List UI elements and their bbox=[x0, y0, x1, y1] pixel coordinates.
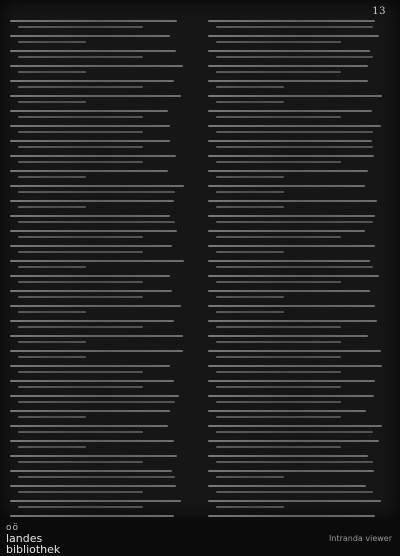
directory-entry bbox=[10, 348, 188, 360]
entry-text-line bbox=[18, 476, 175, 478]
directory-entry bbox=[10, 408, 188, 420]
viewer-brand: Intranda viewer bbox=[329, 534, 392, 543]
directory-entry bbox=[10, 78, 188, 90]
directory-entry bbox=[10, 33, 188, 45]
entry-text-line bbox=[18, 71, 86, 73]
directory-entry bbox=[10, 363, 188, 375]
entry-text-line bbox=[216, 56, 373, 58]
entry-text-line bbox=[18, 371, 143, 373]
entry-text-line bbox=[10, 425, 168, 427]
entry-text-line bbox=[10, 140, 170, 142]
entry-text-line bbox=[18, 41, 86, 43]
entry-text-line bbox=[208, 320, 377, 322]
entry-text-line bbox=[10, 110, 168, 112]
entry-text-line bbox=[216, 401, 341, 403]
directory-entry bbox=[10, 63, 188, 75]
entry-text-line bbox=[216, 116, 341, 118]
directory-entry bbox=[208, 273, 386, 285]
entry-text-line bbox=[10, 335, 183, 337]
directory-entry bbox=[10, 378, 188, 390]
entry-text-line bbox=[208, 245, 375, 247]
directory-entry bbox=[208, 498, 386, 510]
entry-text-line bbox=[216, 161, 341, 163]
entry-text-line bbox=[208, 95, 382, 97]
directory-entry bbox=[208, 378, 386, 390]
directory-entry bbox=[10, 468, 188, 480]
entry-text-line bbox=[216, 206, 284, 208]
entry-text-line bbox=[208, 65, 368, 67]
entry-text-line bbox=[10, 275, 170, 277]
entry-text-line bbox=[208, 290, 370, 292]
entry-text-line bbox=[208, 275, 379, 277]
directory-entry bbox=[208, 138, 386, 150]
entry-text-line bbox=[216, 476, 284, 478]
entry-text-line bbox=[10, 245, 172, 247]
entry-text-line bbox=[18, 236, 143, 238]
entry-text-line bbox=[10, 365, 170, 367]
entry-text-line bbox=[216, 41, 341, 43]
left-text-column bbox=[10, 18, 188, 513]
entry-text-line bbox=[10, 80, 174, 82]
entry-text-line bbox=[216, 296, 284, 298]
entry-text-line bbox=[10, 320, 174, 322]
entry-text-line bbox=[10, 155, 176, 157]
entry-text-line bbox=[216, 491, 373, 493]
directory-entry bbox=[208, 348, 386, 360]
entry-text-line bbox=[208, 110, 372, 112]
entry-text-line bbox=[18, 116, 143, 118]
entry-text-line bbox=[208, 470, 374, 472]
entry-text-line bbox=[208, 515, 375, 517]
entry-text-line bbox=[216, 341, 341, 343]
library-logo-mark: oö bbox=[6, 523, 20, 533]
entry-text-line bbox=[10, 35, 170, 37]
entry-text-line bbox=[216, 71, 341, 73]
entry-text-line bbox=[10, 470, 172, 472]
entry-text-line bbox=[10, 485, 176, 487]
directory-entry bbox=[10, 513, 188, 520]
entry-text-line bbox=[18, 356, 86, 358]
directory-entry bbox=[10, 423, 188, 435]
entry-text-line bbox=[10, 185, 184, 187]
entry-text-line bbox=[216, 26, 373, 28]
entry-text-line bbox=[216, 311, 284, 313]
entry-text-line bbox=[10, 410, 170, 412]
directory-entry bbox=[10, 168, 188, 180]
directory-entry bbox=[208, 198, 386, 210]
entry-text-line bbox=[10, 95, 181, 97]
entry-text-line bbox=[216, 386, 341, 388]
directory-entry bbox=[208, 228, 386, 240]
entry-text-line bbox=[10, 125, 170, 127]
directory-entry bbox=[10, 153, 188, 165]
directory-entry bbox=[10, 318, 188, 330]
entry-text-line bbox=[216, 131, 373, 133]
entry-text-line bbox=[208, 125, 381, 127]
entry-text-line bbox=[10, 260, 184, 262]
entry-text-line bbox=[18, 86, 143, 88]
entry-text-line bbox=[10, 65, 183, 67]
library-logo-word-2: bibliothek bbox=[6, 543, 61, 556]
entry-text-line bbox=[208, 215, 375, 217]
directory-entry bbox=[208, 243, 386, 255]
entry-text-line bbox=[18, 311, 86, 313]
entry-text-line bbox=[10, 380, 174, 382]
entry-text-line bbox=[216, 281, 341, 283]
directory-entry bbox=[208, 123, 386, 135]
entry-text-line bbox=[208, 395, 374, 397]
entry-text-line bbox=[216, 236, 341, 238]
directory-entry bbox=[208, 78, 386, 90]
directory-entry bbox=[10, 198, 188, 210]
entry-text-line bbox=[216, 416, 341, 418]
directory-entry bbox=[10, 243, 188, 255]
directory-entry bbox=[10, 228, 188, 240]
entry-text-line bbox=[216, 326, 341, 328]
entry-text-line bbox=[18, 251, 143, 253]
entry-text-line bbox=[216, 446, 341, 448]
entry-text-line bbox=[18, 431, 143, 433]
entry-text-line bbox=[216, 146, 373, 148]
directory-entry bbox=[208, 318, 386, 330]
directory-entry bbox=[10, 213, 188, 225]
entry-text-line bbox=[208, 485, 366, 487]
entry-text-line bbox=[10, 395, 179, 397]
entry-text-line bbox=[18, 101, 86, 103]
entry-text-line bbox=[18, 446, 86, 448]
entry-text-line bbox=[208, 305, 375, 307]
entry-text-line bbox=[10, 500, 181, 502]
entry-text-line bbox=[208, 260, 370, 262]
directory-entry bbox=[10, 138, 188, 150]
entry-text-line bbox=[208, 500, 381, 502]
directory-entry bbox=[208, 303, 386, 315]
entry-text-line bbox=[18, 491, 143, 493]
directory-entry bbox=[208, 393, 386, 405]
directory-entry bbox=[208, 423, 386, 435]
entry-text-line bbox=[10, 305, 181, 307]
entry-text-line bbox=[18, 341, 86, 343]
entry-text-line bbox=[208, 380, 375, 382]
entry-text-line bbox=[18, 191, 175, 193]
entry-text-line bbox=[208, 20, 375, 22]
directory-entry bbox=[208, 168, 386, 180]
directory-entry bbox=[208, 288, 386, 300]
entry-text-line bbox=[216, 356, 341, 358]
entry-text-line bbox=[10, 50, 176, 52]
entry-text-line bbox=[216, 176, 284, 178]
directory-entry bbox=[208, 63, 386, 75]
directory-entry bbox=[10, 258, 188, 270]
entry-text-line bbox=[10, 290, 172, 292]
entry-text-line bbox=[18, 56, 143, 58]
directory-entry bbox=[208, 183, 386, 195]
directory-entry bbox=[10, 288, 188, 300]
entry-text-line bbox=[10, 170, 168, 172]
directory-entry bbox=[208, 333, 386, 345]
entry-text-line bbox=[208, 230, 365, 232]
right-text-column bbox=[208, 18, 386, 513]
directory-entry bbox=[10, 333, 188, 345]
entry-text-line bbox=[208, 170, 368, 172]
directory-entry bbox=[208, 213, 386, 225]
entry-text-line bbox=[10, 20, 177, 22]
entry-text-line bbox=[216, 101, 284, 103]
entry-text-line bbox=[208, 155, 374, 157]
entry-text-line bbox=[18, 296, 143, 298]
page-number: 13 bbox=[372, 6, 386, 17]
entry-text-line bbox=[10, 350, 183, 352]
entry-text-line bbox=[216, 371, 341, 373]
entry-text-line bbox=[216, 506, 284, 508]
entry-text-line bbox=[18, 176, 86, 178]
directory-entry bbox=[10, 453, 188, 465]
entry-text-line bbox=[10, 230, 177, 232]
entry-text-line bbox=[10, 200, 174, 202]
directory-entry bbox=[10, 48, 188, 60]
entry-text-line bbox=[208, 185, 365, 187]
library-logo[interactable] bbox=[6, 523, 76, 555]
entry-text-line bbox=[208, 140, 372, 142]
entry-text-line bbox=[216, 431, 373, 433]
directory-entry bbox=[208, 513, 386, 520]
entry-text-line bbox=[18, 26, 143, 28]
entry-text-line bbox=[18, 131, 143, 133]
entry-text-line bbox=[216, 191, 284, 193]
entry-text-line bbox=[208, 410, 366, 412]
entry-text-line bbox=[208, 455, 368, 457]
entry-text-line bbox=[10, 515, 174, 517]
entry-text-line bbox=[216, 86, 284, 88]
directory-entry bbox=[10, 123, 188, 135]
directory-entry bbox=[208, 18, 386, 30]
directory-entry bbox=[10, 108, 188, 120]
directory-entry bbox=[208, 438, 386, 450]
entry-text-line bbox=[216, 266, 373, 268]
directory-entry bbox=[10, 93, 188, 105]
entry-text-line bbox=[18, 281, 143, 283]
directory-entry bbox=[10, 273, 188, 285]
entry-text-line bbox=[10, 455, 177, 457]
entry-text-line bbox=[208, 335, 368, 337]
entry-text-line bbox=[18, 161, 143, 163]
directory-entry bbox=[10, 393, 188, 405]
directory-entry bbox=[208, 93, 386, 105]
entry-text-line bbox=[208, 440, 379, 442]
entry-text-line bbox=[18, 506, 143, 508]
directory-entry bbox=[208, 408, 386, 420]
entry-text-line bbox=[18, 461, 143, 463]
directory-entry bbox=[208, 468, 386, 480]
entry-text-line bbox=[208, 425, 382, 427]
entry-text-line bbox=[216, 461, 373, 463]
library-logo-word-1: landes bbox=[6, 532, 43, 545]
entry-text-line bbox=[18, 146, 143, 148]
entry-text-line bbox=[208, 350, 381, 352]
directory-entry bbox=[208, 153, 386, 165]
directory-entry bbox=[208, 258, 386, 270]
directory-entry bbox=[10, 438, 188, 450]
entry-text-line bbox=[10, 440, 174, 442]
entry-text-line bbox=[18, 221, 175, 223]
entry-text-line bbox=[18, 206, 86, 208]
directory-entry bbox=[208, 483, 386, 495]
entry-text-line bbox=[10, 215, 170, 217]
entry-text-line bbox=[18, 386, 143, 388]
entry-text-line bbox=[18, 401, 175, 403]
directory-entry bbox=[10, 483, 188, 495]
directory-entry bbox=[10, 303, 188, 315]
directory-entry bbox=[208, 108, 386, 120]
entry-text-line bbox=[208, 365, 382, 367]
directory-entry bbox=[10, 183, 188, 195]
directory-entry bbox=[10, 498, 188, 510]
entry-text-line bbox=[208, 35, 379, 37]
entry-text-line bbox=[18, 416, 86, 418]
entry-text-line bbox=[208, 80, 368, 82]
entry-text-line bbox=[18, 326, 143, 328]
directory-entry bbox=[208, 453, 386, 465]
entry-text-line bbox=[208, 200, 377, 202]
entry-text-line bbox=[18, 266, 86, 268]
directory-entry bbox=[208, 33, 386, 45]
directory-entry bbox=[208, 48, 386, 60]
directory-entry bbox=[10, 18, 188, 30]
entry-text-line bbox=[216, 221, 373, 223]
directory-entry bbox=[208, 363, 386, 375]
entry-text-line bbox=[216, 251, 284, 253]
entry-text-line bbox=[208, 50, 370, 52]
